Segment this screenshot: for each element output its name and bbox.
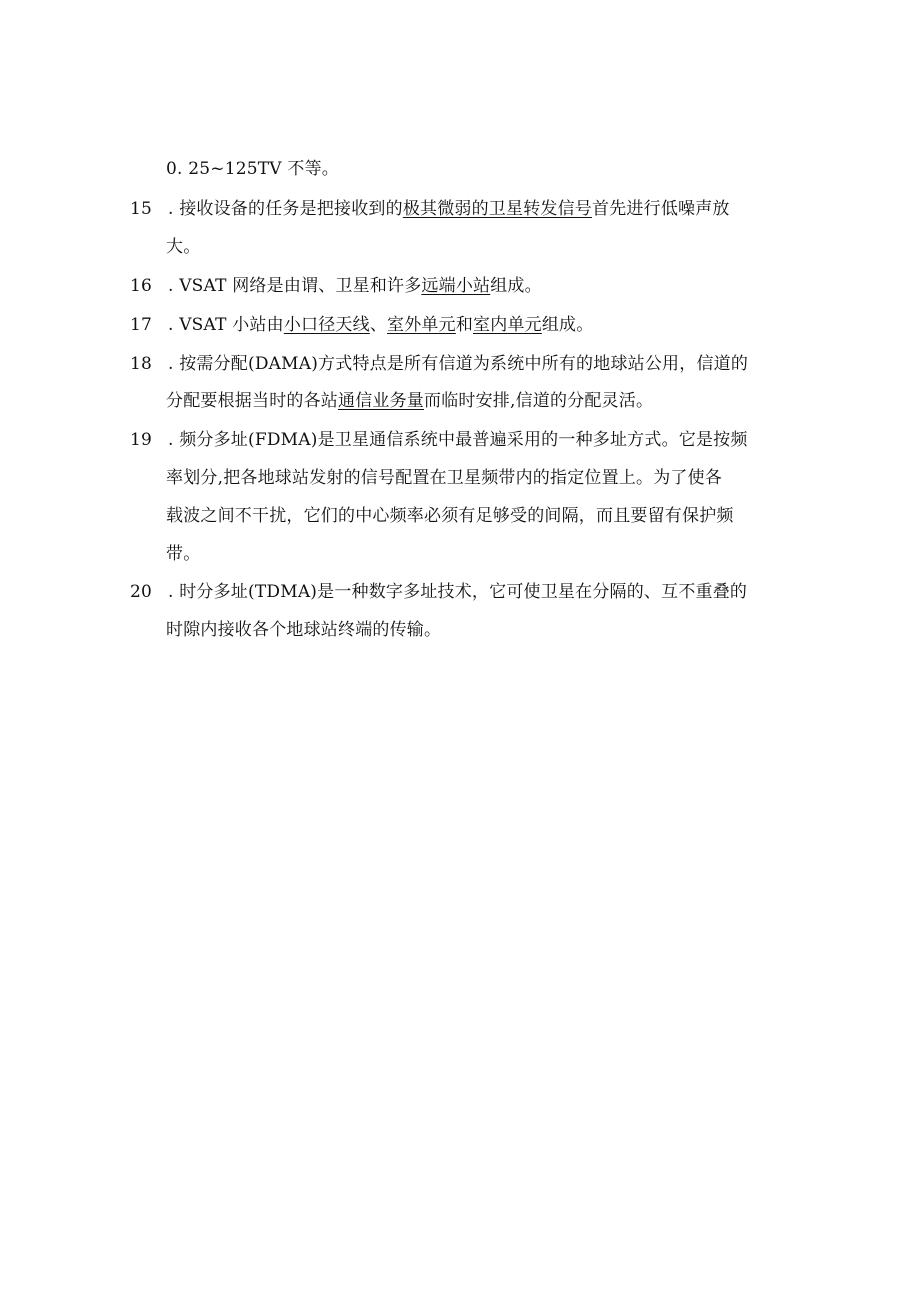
q17-text: 、	[369, 315, 388, 335]
q17-answer-2: 室外单元	[387, 315, 456, 335]
q19-line-2	[166, 467, 722, 489]
q20-line-2	[166, 619, 441, 641]
q17-line-1	[130, 314, 593, 336]
q19-line-3	[166, 505, 734, 527]
q19-line-4	[166, 543, 200, 565]
q17-answer-1: 小口径天线	[283, 315, 370, 335]
q20-text: . 时分多址(TDMA)是一种数字多址技术，它可使卫星在分隔的、互不重叠的	[168, 582, 748, 602]
q14-continuation-text: 0. 25~125TV 不等。	[166, 159, 339, 179]
q16-number: 16	[130, 276, 153, 296]
q15-text: 首先进行低噪声放	[592, 199, 730, 219]
q19-number: 19	[130, 430, 153, 450]
q15-text: 大。	[166, 237, 201, 257]
q19-text: 率划分,把各地球站发射的信号配置在卫星频带内的指定位置上。为了使各	[166, 468, 723, 488]
q15-answer: 极其微弱的卫星转发信号	[402, 199, 593, 219]
q19-line-1	[130, 429, 748, 451]
q16-answer: 远端小站	[421, 276, 491, 296]
q15-number: 15	[130, 199, 153, 219]
q15-text: . 接收设备的任务是把接收到的	[168, 199, 403, 219]
q19-text: 带。	[166, 544, 201, 564]
q16-text: 组成。	[490, 276, 542, 296]
q16-line-1	[130, 275, 542, 297]
q20-number: 20	[130, 582, 153, 602]
q19-text: 载波之间不干扰，它们的中心频率必须有足够受的间隔，而且要留有保护频	[166, 506, 734, 526]
q17-text: 组成。	[541, 315, 594, 335]
q20-line-1	[130, 581, 747, 603]
q17-number: 17	[130, 315, 153, 335]
q18-text: . 按需分配(DAMA)方式特点是所有信道为系统中所有的地球站公用，信道的	[168, 354, 749, 374]
q17-answer-3: 室内单元	[473, 315, 542, 335]
q18-answer: 通信业务量	[338, 391, 424, 411]
q17-text: . VSAT 小站由	[168, 315, 284, 335]
q19-text: . 频分多址(FDMA)是卫星通信系统中最普遍采用的一种多址方式。它是按频	[168, 430, 748, 450]
q18-line-1	[130, 353, 748, 375]
q18-line-2	[166, 390, 653, 412]
q14-continuation-line	[166, 158, 339, 180]
q20-text: 时隙内接收各个地球站终端的传输。	[166, 620, 442, 640]
q18-text: 分配要根据当时的各站	[166, 391, 338, 411]
q15-line-2	[166, 236, 200, 258]
q18-text: 而临时安排,信道的分配灵活。	[424, 391, 654, 411]
q17-text: 和	[455, 315, 474, 335]
q15-line-1	[130, 198, 730, 220]
q16-text: . VSAT 网络是由谓、卫星和许多	[168, 276, 422, 296]
q18-number: 18	[130, 354, 153, 374]
